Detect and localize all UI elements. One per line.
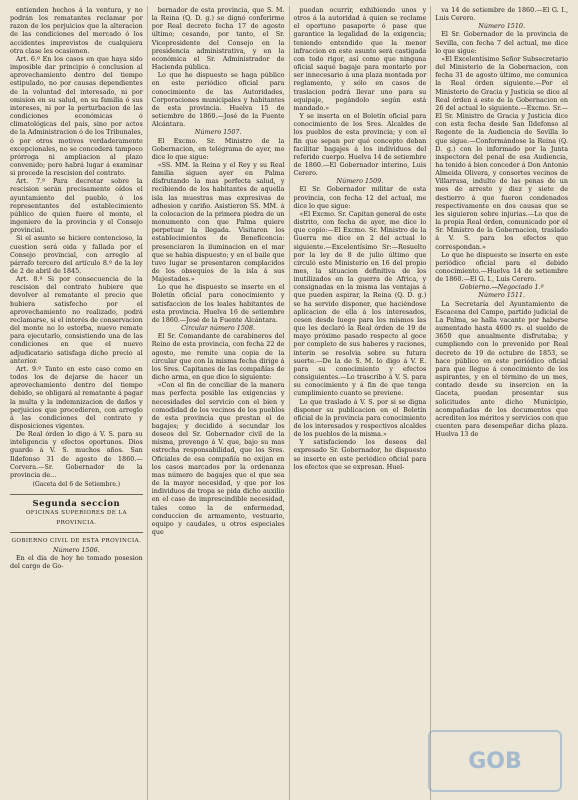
article-text: Lo que he dispuesto se inserte en el Boletín oficial para conocimiento y satisfaccion de los leales habitantes de esta provincia. Huelva 16 de setiembre de 1860.—José de la Fuente Alcántara.: [151, 283, 285, 324]
article-text: Art. 8.º Si por consecuencia de la rescision del contrato hubiere que devolver al rematante el precio que hubiera satisfecho por el aprovechamiento no realizado, podrá reclamarse, si el interés de conservacion del monte no lo estorba, nuevo remate para ejecutarlo, consistiendo una de las condiciones en que el nuevo adjudicatario satisfaga dicho precio al anterior.: [10, 275, 143, 365]
column-3: [290, 6, 432, 800]
article-number: Número 1510.: [478, 22, 526, 31]
article-text: Lo que he dispuesto se haga público en este periódico oficial para conocimiento de las Autoridades, Corporaciones municipales y habitantes de esta provincia. Huelva 15 de setiembre de 1860.—José de la Fuente Alcántara.: [151, 71, 285, 129]
article-text: Y se inserta en el Boletín oficial para conocimiento de los Sres. Alcaldes de los pueblos de esta provincia; y con el fin que sepan por qué concepto deban facilitar bagajes á los individuos del referido cuerpo. Huelva 14 de setiembre de 1860.—El Gobernador interino, Luis Cerero.: [293, 112, 427, 178]
article-number: Número 1511.: [478, 291, 526, 300]
article-text: El Excmo. Sr. Ministro de la Gobernacion, en telégrama de ayer, me dice lo que sigue:: [151, 136, 285, 161]
article-number: Número 1509.: [336, 177, 384, 186]
article-number: Número 1506.: [52, 545, 100, 554]
article-text: Si el asunto se hiciere contencioso, la cuestion será oida y fallada por el Consejo provincial, con arreglo al párrafo tercero del artículo 8.º de la ley de 2 de abril de 1845.: [10, 234, 143, 275]
article-text: Lo que traslado á V. S. por si se digna disponer su publicacion en el Boletín oficial de la provincia para conocimiento de los interesados y respectivos alcaldes de los pueblos de la misma.»: [293, 397, 427, 439]
article-text: «El Excmo. Sr. Capitan general de este distrito, con fecha de ayer, me dice lo que copio:—El Excmo. Sr. Ministro de la Guerra me dice en 2 del actual lo siguiente.—Excelentísimo Sr:—Resuelto por la ley de 8 de julio último que circuló este Ministerio en 16 del propio mes, la situacion definitiva de los inutilizados en la guerra de Africa, y consignadas en la misma las ventajas á que pueden aspirar, la Reina (Q. D. g.) se ha servido disponer, que haciéndose aplicacion de ella á los interesados, cesen desde luego para los mismos las que les declaró la Real órden de 19 de mayo próximo pasado respecto al goce por completo de sus haberes y raciones, interin se resolvia sobre su futura suerte.—De la de S. M. lo digo á V. E. para su conocimiento y efectos consiguientes.—Lo trascribo á V. S. para su conocimiento y á fin de que tenga cumplimiento cuanto se previene.: [293, 209, 427, 398]
article-text: Lo que he dispuesto se inserte en este periódico oficial para el debido conocimiento.—Huelva 14 de setiembre de 1860.—El G. I., Luis Cerero.: [435, 250, 568, 284]
column-1: [6, 6, 148, 800]
article-text: «Con el fin de conciliar de la manera mas perfecta posible las exigencias y necesidades del servicio con el bien y comodidad de los vecinos de los pueblos de esta provincia que prestan el de bagajes; y decidido á secundar los deseos del Sr. Gobernador civil de la misma, prevengo á V. que, bajo su mas estrecha responsabilidad, que los Sres. Oficiales de esa compañía no exijan en los casos marcados por la ordenanza mas número de bagajes que el que sea de la mayor necesidad, y que por los individuos de tropa se pida dicho auxilio en el caso de imprescindible necesidad, tales como la de enfermedad, conduccion de armamento, vestuario, equipo y caudales, u otros especiales que: [151, 381, 285, 536]
divider: [10, 532, 143, 533]
article-text: El Sr. Gobernador de la provincia de Sevilla, con fecha 7 del actual, me dice lo que sigue:: [435, 30, 568, 55]
article-text: puedan ocurrir, exhibiendo unos y otros á la autoridad á quien se reclame el oportuno pasaporte ó pase que garantice la legalidad de la exigencia; teniendo entendido que la menor infraccion en este asunto será castigada con todo rigor, así como que ninguna oficial saqué bagaje para montarlo por ser innecesario á una plaza montada por reglamento, y sólo en casos de traslacion podrá llevar uno para su equipaje, pegándolo según está mandado.»: [293, 6, 427, 112]
subheading: OFICINAS SUPERIORES DE LA: [25, 510, 127, 517]
article-text: Art. 7.º Para decretar sobre la rescision serán precisamente oídos el ayuntamiento del pueblo, ó los representantes del establecimiento público de quien fuere el monte, el ingeniero de la provincia y el Consejo provincial.: [10, 177, 143, 235]
article-text: Art. 9.º Tanto en este caso como en todos los de dejarse de hacer un aprovechamiento dentro del tiempo debido, se obligará al rematante á pagar la multa y la indemnizacion de daños y perjuicios que procedieren, con arreglo á las condiciones del contrato y disposiciones vigentes.: [10, 364, 143, 430]
article-text: Art. 6.º En los casos en que haya sido imposible dar principio ó conclusion al aprovechamiento dentro del tiempo estipulado, no por causas dependientes de la voluntad del interesado, ni por omision en su salud, en su familia ó sus intereses, ni por la perturbacion de las condiciones económicas ó climatológicas del país, sino por actos de la Administracion ó de los Tribunales, ó por otros motivos verdaderamente excepcionales, no se concederá tampoco prórroga ni ampliacion al plazo convenido; pero habrá lugar á examinar si procede la rescision del contrato.: [10, 54, 143, 178]
divider: [10, 494, 143, 495]
gaceta-note: (Gaceta del 6 de Setiembre.): [32, 481, 121, 489]
column-2: [148, 6, 290, 800]
article-text: De Real órden lo digo á V. S. para su inteligencia y efectos oportunos. Dios guarde á V. S. muchos años. San Ildefonso 31 de agosto de 1860.—Corvera.—Sr. Gobernador de la provincia de...: [10, 430, 143, 479]
article-number: Número 1507.: [194, 128, 242, 137]
subheading: PROVINCIA.: [56, 519, 97, 526]
article-text: entienden hechos á la ventura, y no podrán los rematantes reclamar por razon de los perjuicios que la alteracion de las condiciones del mercado ó los accidentes imprevistos de cualquiera otra clase les ocasionen.: [10, 6, 143, 55]
subheading: GOBIERNO CIVIL DE ESTA PROVINCIA.: [11, 537, 142, 544]
article-number: Circular número 1508.: [181, 324, 256, 333]
column-container: [6, 6, 572, 800]
article-text: va 14 de setiembre de 1860.—El G. I., Luis Cerero.: [435, 6, 568, 23]
article-text: El Sr. Gobernador militar de esta provincia, con fecha 12 del actual, me dice lo que sigue:: [293, 185, 427, 210]
article-text: La Secretaría del Ayuntamiento de Escacena del Campo, partido judicial de La Palma, se halla vacante por haberse aumentado hasta 4600 rs. el sueldo de 3650 que anualmente disfrutaba; y cumpliendo con lo prevenido por Real decreto de 19 de octubre de 1853, se hace público en este periódico oficial para que llegue á conocimiento de los aspirantes, y en el término de un mes, contado desde su insercion en la Gaceta, puedan presentar sus solicitudes ante dicho Municipio, acompañadas de los documentos que acrediten los méritos y servicios con que cuenten para desempeñar dicha plaza. Huelva 13 de: [435, 299, 568, 439]
negociado-heading: Gobierno.—Negociado 1.º: [459, 283, 544, 292]
library-stamp: GOB: [428, 730, 562, 792]
article-text: El Sr. Comandante de carabineros del Reino de esta provincia, con fecha 22 de agosto, me remite una copia de la circular que con la misma fecha dirige á los Sres. Capitanes de las compañías de dicho arma, en que dice lo siguiente:: [151, 332, 285, 382]
article-text: bernador de esta provincia, que S. M. la Reina (Q. D. g.) se dignó conferirme por Real decreto fecha 17 de agosto último; cesando, por tanto, el Sr. Vicepresidente del Consejo en la presidencia administrativa, y en la económica el Sr. Administrador de Hacienda pública.: [151, 6, 285, 72]
column-4: [431, 6, 572, 800]
section-heading: Segunda seccion: [32, 498, 121, 509]
article-text: «El Excelentísimo Señor Subsecretario del Ministerio de la Gobernacion, con fecha 31 de agosto último, me comunica la Real órden siguiente.—Por el Ministerio de Gracia y Justicia se dice al Real órden á este de la Gobernacion en 26 del actual lo siguiente.—Excmo. Sr.—El Sr. Ministro de Gracia y Justicia dice con esta fecha desde San Ildefonso al Regente de la Audiencia de Sevilla lo que sigue.—Conformándose la Reina (Q. D. g.) con lo informado por la Junta inspectora del penal de esa Audiencia, ha tenido á bien conceder á Don Antonio Almeida Olivera, y consortes vecinos de Villarrasa, indulto de las penas de un mes de arresto y diez y siete de destierro á que fueron condenados respectivamente en dos causas que se les siguieron sobre injurias.—Lo que de la propia Real órden, comunicado por el Sr. Ministro de la Gobernacion, traslado á V. S. para los efectos que correspondan.»: [435, 54, 568, 251]
article-text: En el dia de hoy he tomado posesion del cargo de Go-: [10, 554, 143, 571]
article-text: «SS. MM. la Reina y el Rey y su Real familia siguen ayer en Palma disfrutando la mas perfecta salud, y recibiendo de los habitantes de aquella isla las muestras mas expresivas de adhesion y cariño. Asistieron SS. MM. á la colocacion de la primera piedra de un monumento con que Palma quiere perpetuar la llegada. Visitaron los establecimientos de Beneficencia: presenciaron la iluminacion en el mar que se habia dispuesto; y en el baile que tuvo lugar se presentaron complacidos de los obsequios de la isla á sus Majestades.»: [151, 160, 285, 284]
article-text: Y satisfaciendo los deseos del expresado Sr. Gobernador, he dispuesto se inserte en este periódico oficial para los efectos que se expresan. Huel-: [293, 438, 427, 471]
